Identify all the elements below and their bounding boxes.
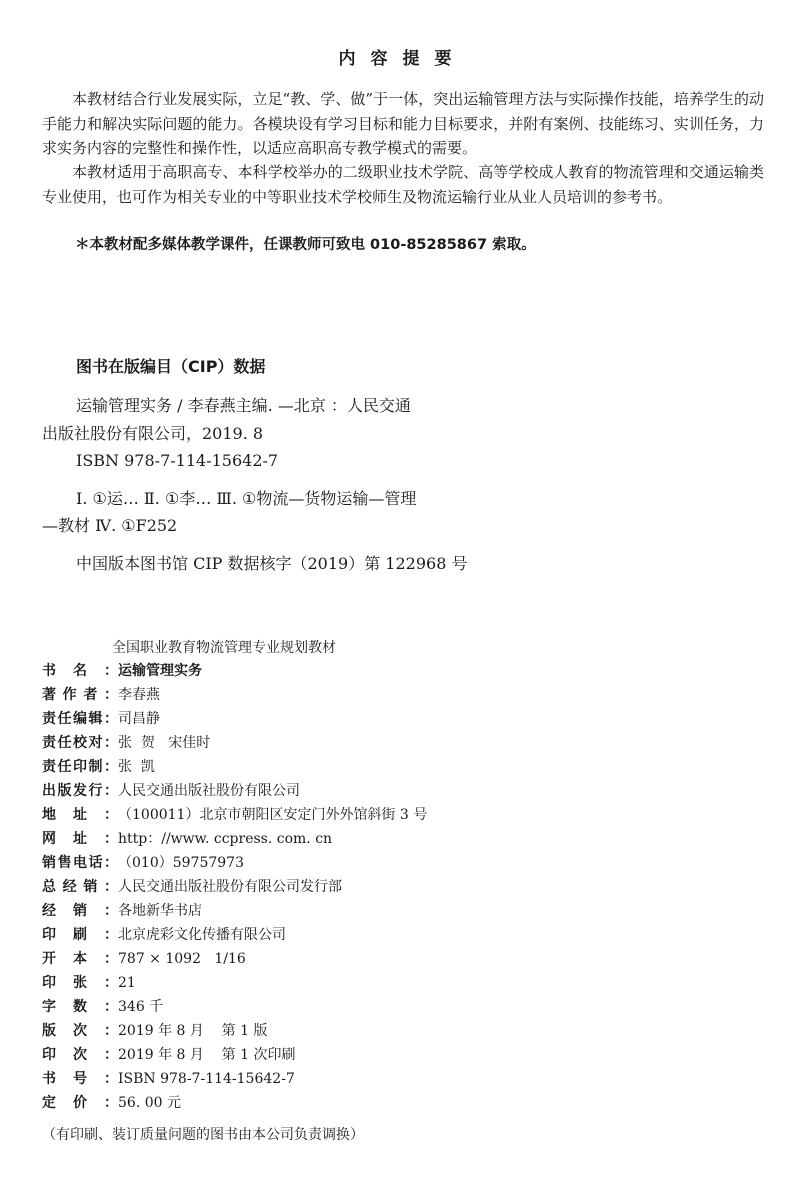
quality-notice: （有印刷、装订质量问题的图书由本公司负责调换） (42, 1127, 364, 1143)
colophon-row (42, 684, 160, 706)
colophon-value: 各地新华书店 (118, 903, 202, 919)
colophon-value: 人民交通出版社股份有限公司发行部 (118, 879, 342, 895)
colophon-label: 责任编辑： (42, 711, 118, 727)
colophon-row (42, 924, 286, 946)
colophon-value: http：//www. ccpress. com. cn (118, 831, 333, 847)
colophon-row (42, 828, 332, 850)
colophon-value: 人民交通出版社股份有限公司 (118, 783, 300, 799)
colophon-value: 56. 00 元 (118, 1095, 181, 1111)
colophon-label: 书名： (42, 663, 118, 679)
cip-line-3: ISBN 978-7-114-15642-7 (76, 451, 279, 470)
colophon-label: 印张： (42, 975, 118, 991)
colophon-row (42, 708, 160, 730)
colophon-value: 787 × 1092 1/16 (118, 951, 246, 967)
cip-line-1: 运输管理实务 / 李春燕主编. —北京 ：人民交通 (76, 396, 411, 415)
colophon-label: 网址： (42, 831, 118, 847)
colophon-label: 责任校对： (42, 735, 118, 751)
colophon-row (42, 732, 210, 754)
courseware-note: ＊本教材配多媒体教学课件，任课教师可致电 010-85285867 索取。 (75, 237, 536, 253)
colophon-label: 出版发行： (42, 783, 118, 799)
colophon-value: （010）59757973 (118, 855, 244, 871)
cip-line-4: Ⅰ. ①运… Ⅱ. ①李… Ⅲ. ①物流—货物运输—管理 (76, 489, 417, 508)
colophon-row (42, 996, 163, 1018)
colophon-row (42, 852, 244, 874)
colophon-label: 印次： (42, 1047, 118, 1063)
colophon-label: 字数： (42, 999, 118, 1015)
series-title: 全国职业教育物流管理专业规划教材 (112, 640, 336, 656)
colophon-value: 2019 年 8 月 第 1 次印刷 (118, 1047, 296, 1063)
colophon-value: 李春燕 (118, 687, 160, 703)
colophon-value: 司昌静 (118, 711, 160, 727)
colophon-label: 经销： (42, 903, 118, 919)
summary-title: 内容提要 (338, 49, 467, 69)
colophon-value: （100011）北京市朝阳区安定门外外馆斜街 3 号 (118, 807, 428, 823)
colophon-row (42, 756, 155, 778)
colophon-row (42, 1092, 181, 1114)
colophon-row (42, 1044, 296, 1066)
colophon-value: 21 (118, 975, 136, 991)
colophon-label: 印刷： (42, 927, 118, 943)
colophon-label: 版次： (42, 1023, 118, 1039)
colophon-row (42, 972, 136, 994)
colophon-label: 书号： (42, 1071, 118, 1087)
summary-paragraph-1: 本教材结合行业发展实际，立足“教、学、做”于一体，突出运输管理方法与实际操作技能，培养学生的动手能力和解决实际问题的能力。各模块设有学习目标和能力目标要求，并附有案例、技能练习、实训任务，力求实务内容的完整性和操作性，以适应高职高专教学模式的需要。 (42, 90, 764, 157)
colophon-value: 北京虎彩文化传播有限公司 (118, 927, 286, 943)
colophon-value: 346 千 (118, 999, 164, 1015)
colophon-label: 销售电话： (42, 855, 118, 871)
colophon-label: 开本： (42, 951, 118, 967)
colophon-row (42, 900, 202, 922)
cip-line-6: 中国版本图书馆 CIP 数据核字（2019）第 122968 号 (76, 554, 468, 573)
colophon-label: 责任印制： (42, 759, 118, 775)
cip-line-2: 出版社股份有限公司，2019. 8 (42, 424, 264, 443)
colophon-label: 定价： (42, 1095, 118, 1111)
cip-heading: 图书在版编目（CIP）数据 (76, 357, 266, 376)
colophon-value: 2019 年 8 月 第 1 版 (118, 1023, 268, 1039)
colophon-row (42, 660, 202, 682)
colophon-label: 地址： (42, 807, 118, 823)
colophon-row (42, 1068, 295, 1090)
colophon-label: 总经销： (42, 879, 118, 895)
cip-line-5: —教材 Ⅳ. ①F252 (42, 516, 178, 535)
colophon-value: ISBN 978-7-114-15642-7 (118, 1071, 295, 1087)
colophon-value: 运输管理实务 (118, 663, 202, 679)
summary-paragraph-2: 本教材适用于高职高专、本科学校举办的二级职业技术学院、高等学校成人教育的物流管理和交通运输类专业使用，也可作为相关专业的中等职业技术学校师生及物流运输行业从业人员培训的参考书。 (42, 163, 764, 206)
colophon-label: 著作者： (42, 687, 118, 703)
colophon-value: 张 贺 宋佳时 (118, 735, 211, 751)
colophon-row (42, 948, 246, 970)
colophon-row (42, 1020, 268, 1042)
colophon-value: 张 凯 (118, 759, 155, 775)
colophon-row (42, 780, 300, 802)
colophon-row (42, 804, 427, 826)
colophon-row (42, 876, 342, 898)
